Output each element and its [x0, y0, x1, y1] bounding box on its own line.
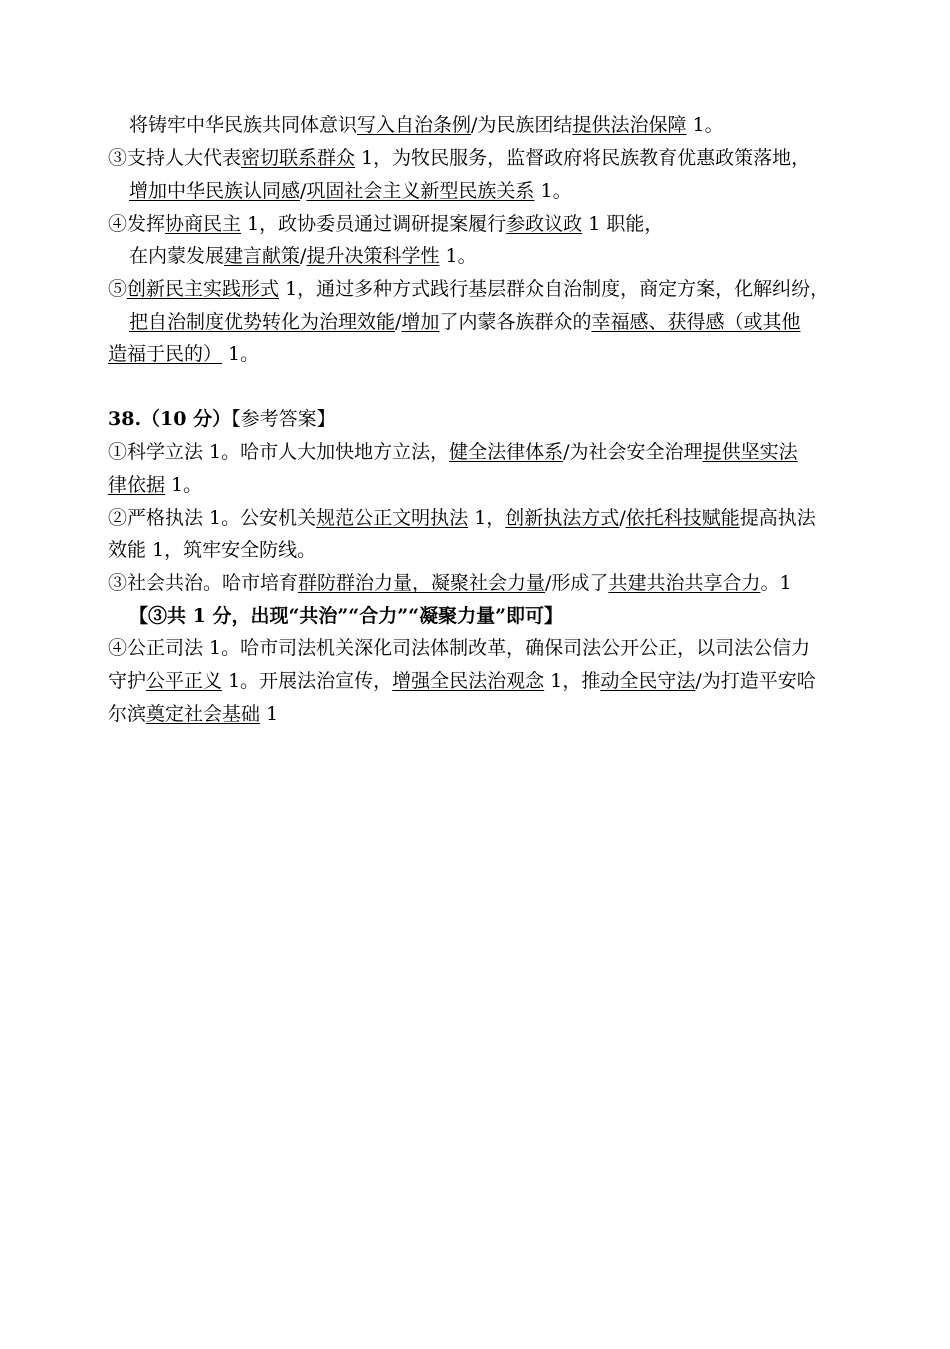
answer-37-item-3-continued	[129, 178, 843, 204]
answer-37-item-3	[108, 145, 843, 171]
text-segment: /	[619, 507, 626, 529]
underlined-answer-key-phrase: 共建共治共享合力	[608, 572, 761, 594]
answer-37-item-4-continued	[129, 243, 843, 269]
text-segment: 1。	[222, 343, 260, 365]
text-segment: 提高执法	[739, 507, 816, 529]
text-segment: /形成了	[545, 572, 609, 594]
question-38-heading	[108, 406, 843, 432]
answer-38-item-1-continued	[108, 472, 843, 498]
text-segment: 1，通过多种方式践行基层群众自治制度，商定方案，化解纠纷，	[279, 278, 830, 300]
text-segment: 1。	[686, 114, 724, 136]
text-segment: 1 职能，	[582, 213, 664, 235]
text-segment: /为社会安全治理	[563, 441, 703, 463]
text-segment: 1，推	[544, 670, 601, 692]
underlined-answer-key-phrase: 奠定社会基础	[146, 703, 261, 725]
text-segment: 1，为牧民服务，监督政府将民族教育优惠政策落地，	[355, 147, 811, 169]
text-segment: 了内蒙各族群众的	[439, 311, 592, 333]
underlined-answer-key-phrase: 增强全民法治观念	[392, 670, 545, 692]
answer-38-item-4	[108, 635, 843, 661]
answer-38-item-3	[108, 570, 843, 596]
text-segment: ③支持人大代表	[108, 147, 242, 169]
underlined-answer-key-phrase: 创新民主实践形式	[127, 278, 280, 300]
text-segment: ③社会共治。哈市培育	[108, 572, 299, 594]
text-segment: ①科学立法 1。哈市人大加快地方立法，	[108, 441, 450, 463]
text-segment: ④发挥	[108, 213, 166, 235]
answer-38-item-2-continued	[108, 537, 843, 563]
underlined-answer-key-phrase: 健全法律体系	[449, 441, 564, 463]
text-segment: /	[300, 245, 307, 267]
text-segment: 1。	[534, 180, 572, 202]
answer-38-item-2	[108, 505, 843, 531]
text-segment: ②严格执法 1。公安机关	[108, 507, 317, 529]
text-segment: 在内蒙发展	[129, 245, 225, 267]
text-segment: 1。开展法治宣传，	[222, 670, 393, 692]
underlined-answer-key-phrase: 密切联系群众	[241, 147, 356, 169]
answer-37-line-1	[129, 112, 843, 138]
text-segment: 将铸牢中华民族共同体意识	[129, 114, 358, 136]
answer-38-item-4-continued	[108, 668, 843, 694]
text-segment: 【③共 1 分，出现“共治”“合力”“凝聚力量”即可】	[129, 605, 564, 627]
text-segment: 守护	[108, 670, 147, 692]
underlined-answer-key-phrase: 提供法治保障	[572, 114, 687, 136]
underlined-answer-key-phrase: 协商民主	[165, 213, 242, 235]
text-segment: 1。	[165, 474, 203, 496]
text-segment: ④公正司法 1。哈市司法机关深化司法体制改革，确保司法公开公正，以司法公信力	[108, 637, 811, 659]
text-segment: 。1	[760, 572, 792, 594]
text-segment: /为打造平安哈	[695, 670, 816, 692]
underlined-answer-key-phrase: 把自治制度优势转化为治理效能	[129, 311, 396, 333]
underlined-answer-key-phrase: 增加	[401, 311, 440, 333]
text-segment: 1。	[439, 245, 477, 267]
answer-37-item-5-end	[108, 341, 843, 367]
underlined-answer-key-phrase: 依托科技赋能	[625, 507, 740, 529]
text-segment: /	[395, 311, 402, 333]
underlined-answer-key-phrase: 写入自治条例	[357, 114, 472, 136]
underlined-answer-key-phrase: 律依据	[108, 474, 166, 496]
underlined-answer-key-phrase: 创新执法方式	[505, 507, 620, 529]
answer-37-item-5	[108, 276, 843, 302]
underlined-answer-key-phrase: 提供坚实法	[702, 441, 798, 463]
text-segment: 1，政协委员通过调研提案履行	[241, 213, 507, 235]
answer-38-item-4-end	[108, 701, 843, 727]
text-segment: 1，	[468, 507, 506, 529]
underlined-answer-key-phrase: 公平正义	[146, 670, 223, 692]
text-segment: ⑤	[108, 278, 128, 300]
underlined-answer-key-phrase: 建言献策	[224, 245, 301, 267]
underlined-answer-key-phrase: 巩固社会主义新型民族关系	[306, 180, 535, 202]
text-segment: 38.（10 分）	[108, 408, 232, 430]
text-segment: 效能 1，筑牢安全防线。	[108, 539, 317, 561]
underlined-answer-key-phrase: 参政议政	[506, 213, 583, 235]
answer-38-scoring-note	[129, 603, 843, 629]
underlined-answer-key-phrase: 群防群治力量，凝聚社会力量	[298, 572, 546, 594]
text-segment: /	[300, 180, 307, 202]
text-segment: 1	[260, 703, 279, 725]
answer-37-item-5-continued	[129, 309, 843, 335]
underlined-answer-key-phrase: 规范公正文明执法	[316, 507, 469, 529]
underlined-answer-key-phrase: 增加中华民族认同感	[129, 180, 301, 202]
answer-38-item-1	[108, 439, 843, 465]
text-segment: 【参考答案】	[231, 408, 336, 430]
answer-37-item-4	[108, 211, 843, 237]
underlined-answer-key-phrase: 动全民守法	[600, 670, 696, 692]
text-segment: 尔滨	[108, 703, 147, 725]
text-segment: /为民族团结	[471, 114, 573, 136]
underlined-answer-key-phrase: 幸福感、获得感（或其他	[591, 311, 801, 333]
underlined-answer-key-phrase: 造福于民的）	[108, 343, 223, 365]
underlined-answer-key-phrase: 提升决策科学性	[306, 245, 440, 267]
